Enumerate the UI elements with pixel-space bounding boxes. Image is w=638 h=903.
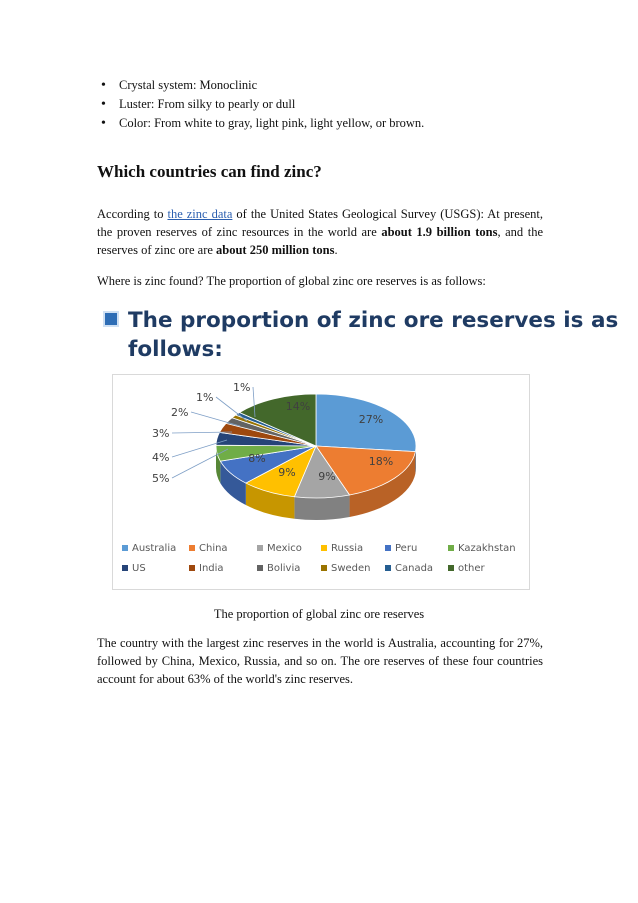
list-item: • Color: From white to gray, light pink, light yellow, or brown. [119, 114, 424, 133]
figure-caption: The proportion of global zinc ore reserves [213, 607, 425, 621]
data-label-china: 18% [368, 455, 394, 468]
legend-label-bolivia: Bolivia [267, 563, 301, 574]
legend-swatch-mexico [257, 545, 263, 551]
data-label-mexico: 9% [318, 470, 336, 483]
legend-label-us: US [132, 563, 146, 574]
legend-label-kazakhstan: Kazakhstan [458, 543, 516, 554]
legend-swatch-bolivia [257, 565, 263, 571]
data-label-kazakhstan: 5% [152, 472, 170, 485]
legend-label-india: India [199, 563, 224, 574]
data-label-peru: 8% [248, 452, 266, 465]
legend-label-australia: Australia [132, 543, 177, 554]
paragraph-where: Where is zinc found? The proportion of global zinc ore reserves is as follows: [97, 274, 486, 288]
para-bold-text: about 1.9 billion tons [381, 225, 498, 239]
legend-swatch-other [448, 565, 454, 571]
legend-swatch-china [189, 545, 195, 551]
legend-label-canada: Canada [395, 563, 434, 574]
legend-swatch-india [189, 565, 195, 571]
data-label-sweden: 1% [196, 391, 214, 404]
para-text: , and the reserves of zinc ore are [97, 225, 544, 257]
list-item: • Crystal system: Monoclinic [119, 76, 424, 95]
legend-swatch-russia [321, 545, 327, 551]
data-label-canada: 1% [233, 381, 251, 394]
legend-label-china: China [199, 543, 228, 554]
legend-swatch-australia [122, 545, 128, 551]
para-text: . [334, 243, 338, 257]
data-label-bolivia: 2% [171, 406, 189, 419]
para-text: According to [97, 207, 168, 221]
legend-swatch-sweden [321, 565, 327, 571]
legend-label-mexico: Mexico [267, 543, 302, 554]
chart-legend [122, 543, 516, 574]
legend-label-other: other [458, 563, 485, 574]
data-label-india: 3% [152, 427, 170, 440]
figure-title-line: The proportion of zinc ore reserves is as [128, 308, 619, 333]
legend-swatch-kazakhstan [448, 545, 454, 551]
data-label-other: 14% [285, 400, 311, 413]
legend-label-russia: Russia [331, 543, 364, 554]
section-heading: Which countries can find zinc? [97, 162, 322, 181]
figure-title-line: follows: [128, 337, 223, 362]
legend-label-sweden: Sweden [331, 563, 371, 574]
legend-swatch-peru [385, 545, 391, 551]
pie-side-mexico [294, 495, 349, 520]
list-item: • Luster: From silky to pearly or dull [119, 95, 424, 114]
paragraph-conclusion: The country with the largest zinc reserves in the world is Australia, accounting for 27%, followed by China, Mexico, Russia, and so on. The ore reserves of these four countries account for about 63% of the world's zinc reserves. [97, 636, 543, 686]
data-label-russia: 9% [278, 466, 296, 479]
legend-label-peru: Peru [395, 543, 418, 554]
data-label-australia: 27% [358, 413, 384, 426]
leader-line-sweden [216, 397, 247, 421]
para-bold-text: about 250 million tons [216, 243, 335, 257]
legend-swatch-us [122, 565, 128, 571]
zinc-data-link[interactable]: the zinc data [167, 207, 233, 221]
data-label-us: 4% [152, 451, 170, 464]
para-text: of the United States Geological Survey (USGS): At present, the proven reserves of zinc resources in the world are [97, 207, 543, 239]
legend-swatch-canada [385, 565, 391, 571]
